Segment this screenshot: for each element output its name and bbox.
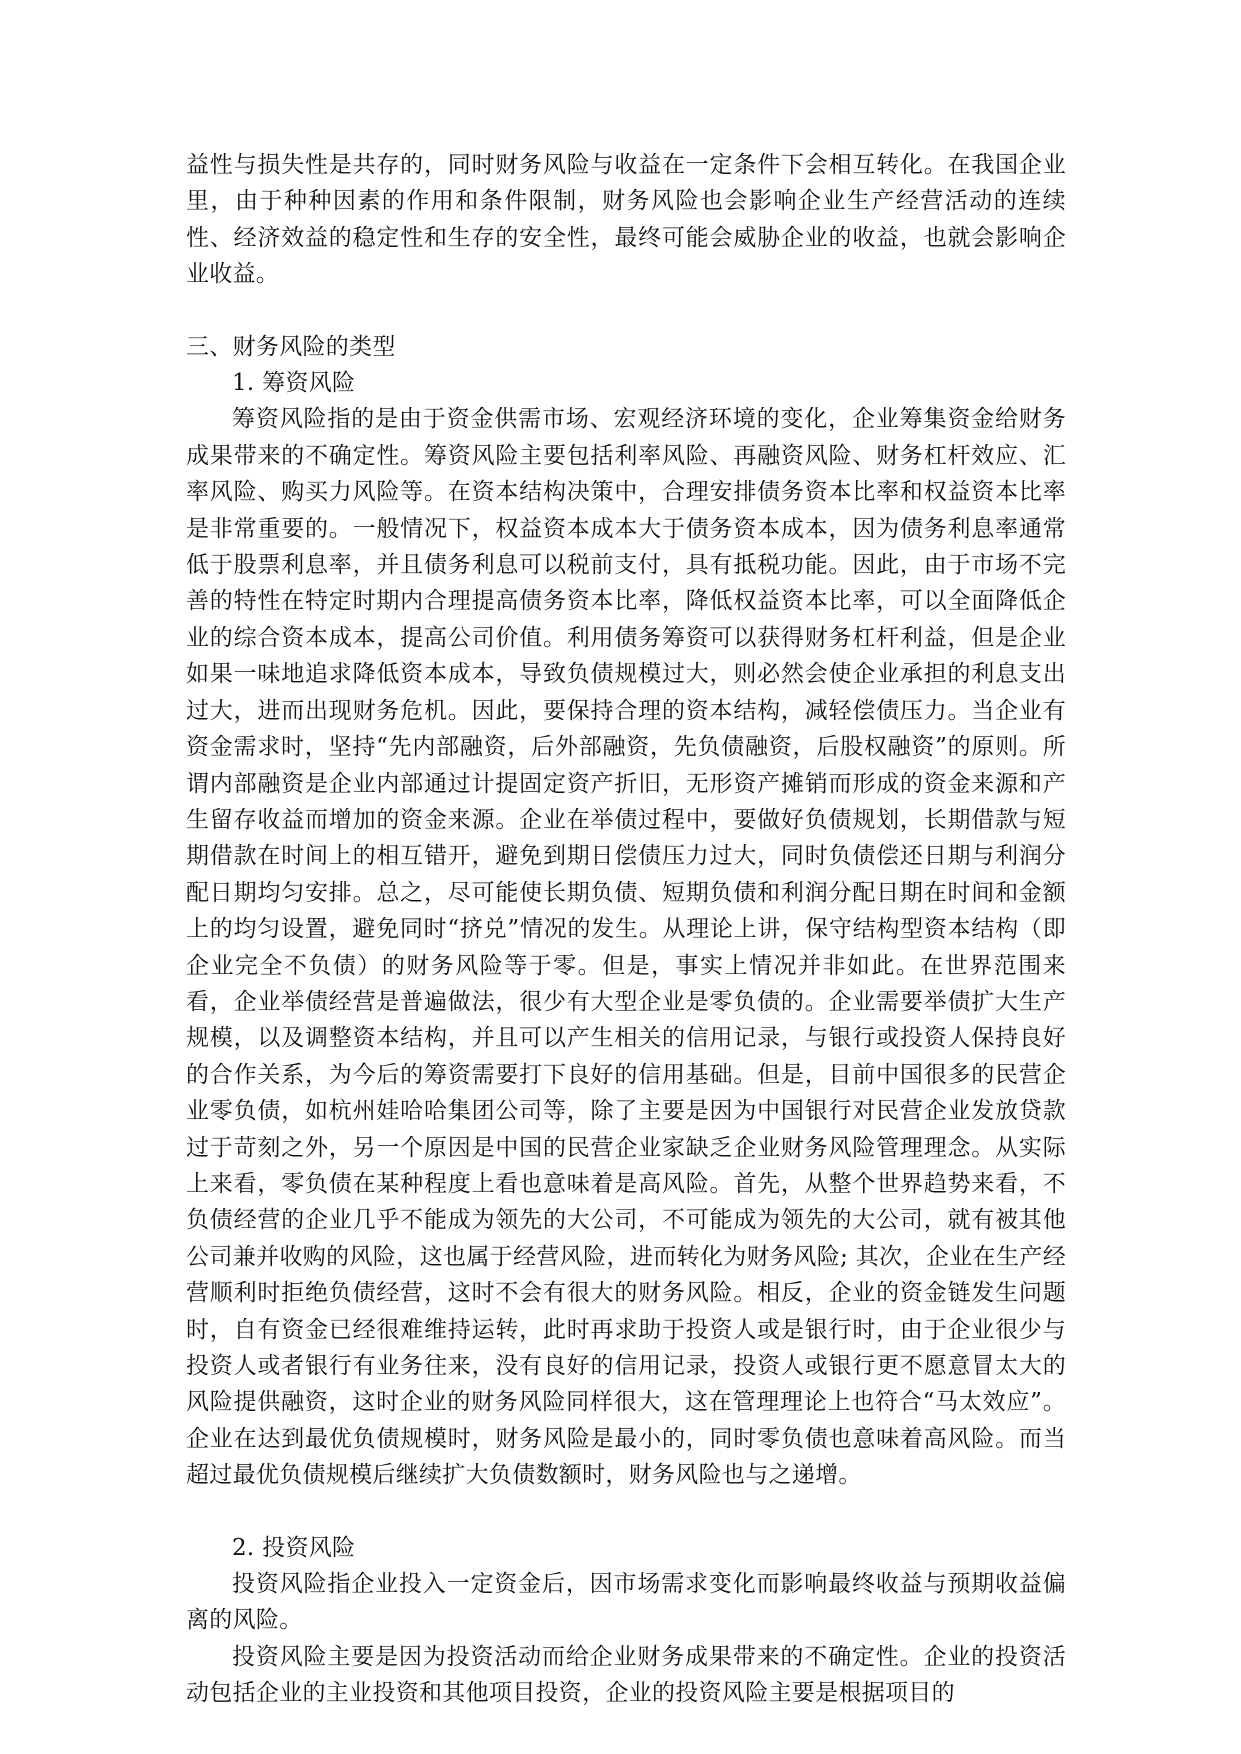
paragraph-financing-risk: 筹资风险指的是由于资金供需市场、宏观经济环境的变化，企业筹集资金给财务成果带来的不确定性。筹资风险主要包括利率风险、再融资风险、财务杠杆效应、汇率风险、购买力风险等。在资本结构决策中，合理安排债务资本比率和权益资本比率是非常重要的。一般情况下，权益资本成本大于债务资本成本，因为债务利息率通常低于股票利息率，并且债务利息可以税前支付，具有抵税功能。因此，由于市场不完善的特性在特定时期内合理提高债务资本比率，降低权益资本比率，可以全面降低企业的综合资本成本，提高公司价值。利用债务筹资可以获得财务杠杆利益，但是企业如果一味地追求降低资本成本，导致负债规模过大，则必然会使企业承担的利息支出过大，进而出现财务危机。因此，要保持合理的资本结构，减轻偿债压力。当企业有资金需求时，坚持“先内部融资，后外部融资，先负债融资，后股权融资”的原则。所谓内部融资是企业内部通过计提固定资产折旧，无形资产摊销而形成的资金来源和产生留存收益而增加的资金来源。企业在举债过程中，要做好负债规划，长期借款与短期借款在时间上的相互错开，避免到期日偿债压力过大，同时负债偿还日期与利润分配日期均匀安排。总之，尽可能使长期负债、短期负债和利润分配日期在时间和金额上的均匀设置，避免同时“挤兑”情况的发生。从理论上讲，保守结构型资本结构（即企业完全不负债）的财务风险等于零。但是，事实上情况并非如此。在世界范围来看，企业举债经营是普遍做法，很少有大型企业是零负债的。企业需要举债扩大生产规模，以及调整资本结构，并且可以产生相关的信用记录，与银行或投资人保持良好的合作关系，为今后的筹资需要打下良好的信用基础。但是，目前中国很多的民营企业零负债，如杭州娃哈哈集团公司等，除了主要是因为中国银行对民营企业发放贷款过于苛刻之外，另一个原因是中国的民营企业家缺乏企业财务风险管理理念。从实际上来看，零负债在某种程度上看也意味着是高风险。首先，从整个世界趋势来看，不负债经营的企业几乎不能成为领先的大公司，不可能成为领先的大公司，就有被其他公司兼并收购的风险，这也属于经营风险，进而转化为财务风险; 其次，企业在生产经营顺利时拒绝负债经营，这时不会有很大的财务风险。相反，企业的资金链发生问题 时，自有资金已经很难维持运转，此时再求助于投资人或是银行时，由于企业很少与投资人或者银行有业务往来，没有良好的信用记录，投资人或银行更不愿意冒太大的风险提供融资，这时企业的财务风险同样很大，这在管理理论上也符合“马太效应”。企业在达到最优负债规模时，财务风险是最小的，同时零负债也意味着高风险。而当超过最优负债规模后继续扩大负债数额时，财务风险也与之递增。: [186, 406, 1090, 1489]
subsection-heading-investment-risk: 2. 投资风险: [232, 1534, 356, 1561]
paragraph-intro: 益性与损失性是共存的，同时财务风险与收益在一定条件下会相互转化。在我国企业里，由于种种因素的作用和条件限制，财务风险也会影响企业生产经营活动的连续性、经济效益的稳定性和生存的安全性，最终可能会威胁企业的收益，也就会影响企业收益。: [186, 152, 1066, 288]
subsection-heading-financing-risk: 1. 筹资风险: [232, 370, 356, 397]
paragraph-investment-risk-detail: 投资风险主要是因为投资活动而给企业财务成果带来的不确定性。企业的投资活动包括企业的主业投资和其他项目投资，企业的投资风险主要是根据项目的: [186, 1643, 1066, 1707]
document-body: [186, 147, 1090, 1712]
section-heading: 三、财务风险的类型: [186, 333, 396, 360]
paragraph-investment-risk-definition: 投资风险指企业投入一定资金后，因市场需求变化而影响最终收益与预期收益偏离的风险。: [186, 1571, 1066, 1634]
